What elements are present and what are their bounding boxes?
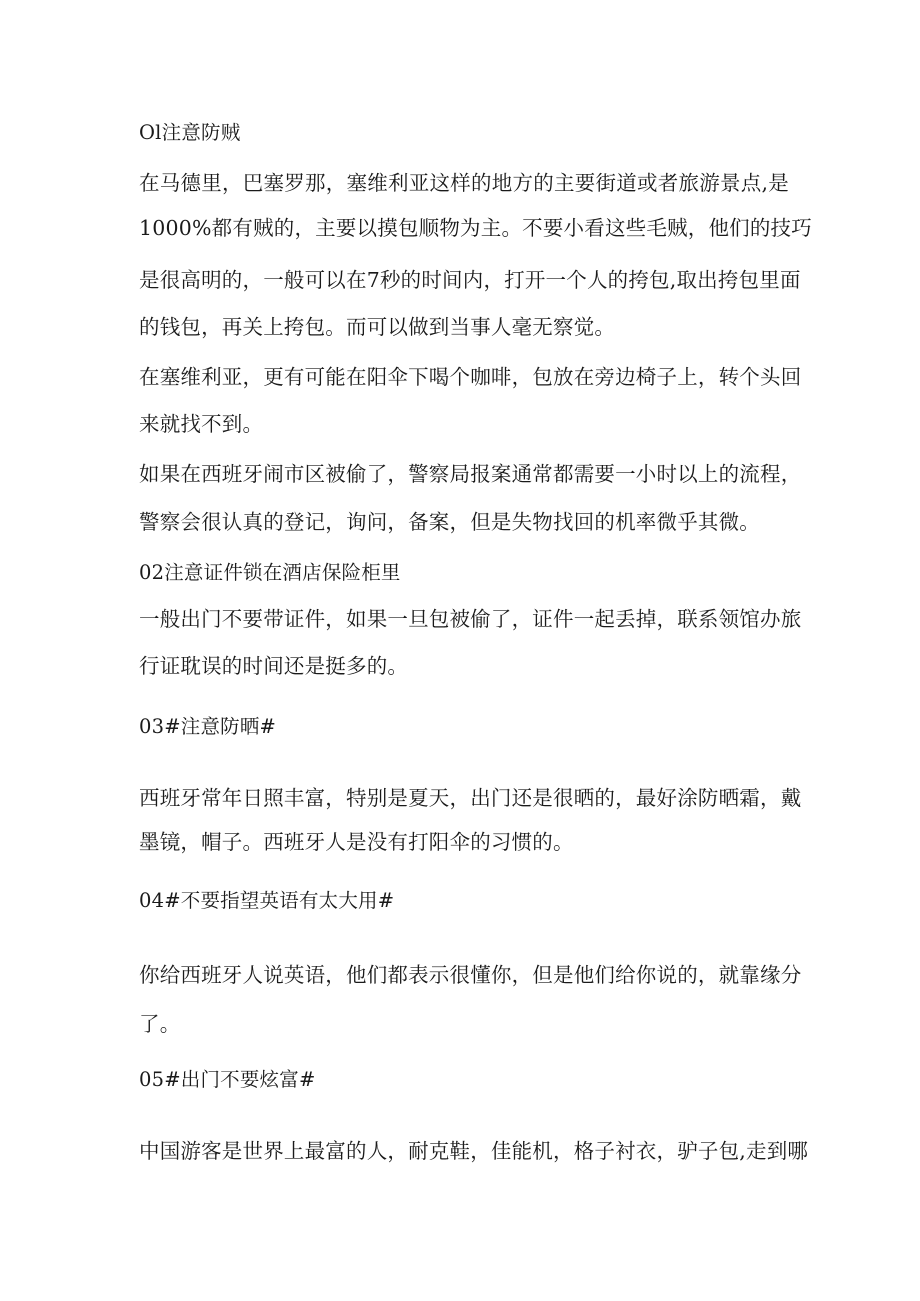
paragraph-line: 行证耽误的时间还是挺多的。 xyxy=(139,654,409,678)
section-heading-05: 05#出门不要炫富# xyxy=(139,1068,316,1091)
paragraph-line: 了。 xyxy=(139,1012,181,1036)
section-heading-03: 03#注意防晒# xyxy=(139,715,277,738)
paragraph-line: 一般出门不要带证件，如果一旦包被偷了，证件一起丢掉，联系领馆办旅 xyxy=(139,607,802,631)
paragraph-line: 的钱包，再关上挎包。而可以做到当事人毫无察觉。 xyxy=(139,315,616,339)
section-heading-04: 04#不要指望英语有太大用# xyxy=(139,889,395,912)
section-heading-02: 02注意证件锁在酒店保险柜里 xyxy=(139,561,401,584)
paragraph-line: 来就找不到。 xyxy=(139,412,264,436)
paragraph-line: 墨镜，帽子。西班牙人是没有打阳伞的习惯的。 xyxy=(139,830,574,854)
paragraph-line: 在塞维利亚，更有可能在阳伞下喝个咖啡，包放在旁边椅子上，转个头回 xyxy=(139,365,802,389)
paragraph-line: 是很高明的，一般可以在7秒的时间内，打开一个人的挎包,取出挎包里面 xyxy=(139,268,801,292)
section-heading-01: Ol注意防贼 xyxy=(139,121,241,144)
paragraph-line: 警察会很认真的登记，询问，备案，但是失物找回的机率微乎其微。 xyxy=(139,510,760,534)
paragraph-line: 如果在西班牙闹市区被偷了，警察局报案通常都需要一小时以上的流程， xyxy=(139,462,802,486)
paragraph-line: 西班牙常年日照丰富，特别是夏天，出门还是很晒的，最好涂防晒霜，戴 xyxy=(139,786,802,810)
paragraph-line: 中国游客是世界上最富的人，耐克鞋，佳能机，格子衬衣，驴子包,走到哪 xyxy=(139,1139,809,1163)
paragraph-line: 1000%都有贼的，主要以摸包顺物为主。不要小看这些毛贼，他们的技巧 xyxy=(139,216,812,240)
paragraph-line: 在马德里，巴塞罗那，塞维利亚这样的地方的主要街道或者旅游景点,是 xyxy=(139,171,789,195)
paragraph-line: 你给西班牙人说英语，他们都表示很懂你，但是他们给你说的，就靠缘分 xyxy=(139,963,802,987)
